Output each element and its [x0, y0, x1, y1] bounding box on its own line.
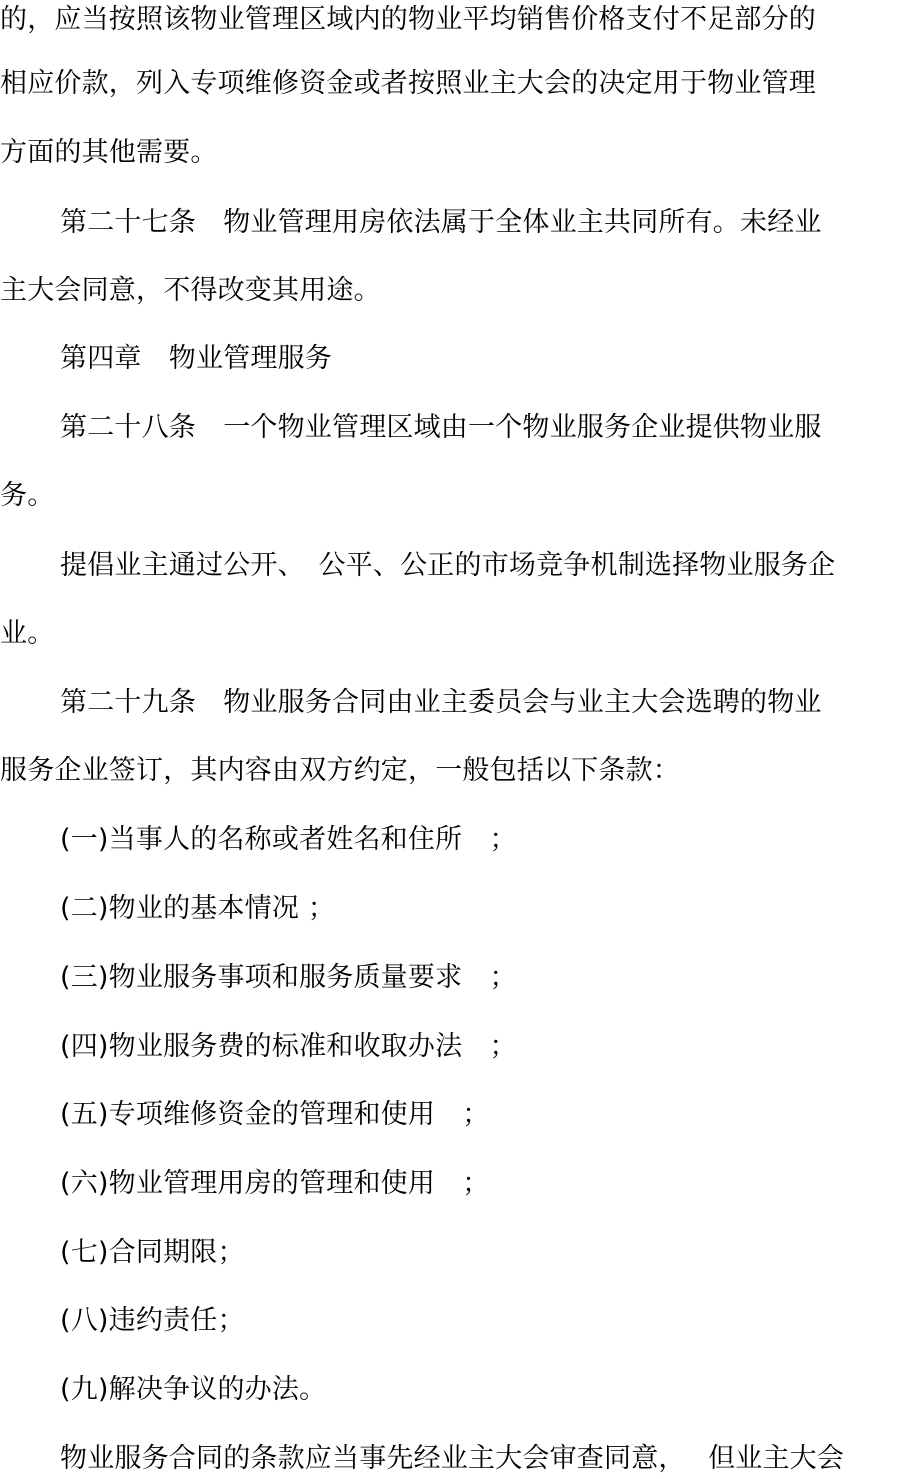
clause-item: (二)物业的基本情况 ；: [60, 893, 336, 924]
text-line: 物业服务合同的条款应当事先经业主大会审查同意， 但业主大会: [60, 1443, 845, 1474]
chapter-heading: 第四章 物业管理服务: [60, 343, 332, 374]
text-line: 主大会同意，不得改变其用途。: [0, 275, 381, 306]
text-line: 服务企业签订，其内容由双方约定，一般包括以下条款：: [0, 755, 680, 786]
article-28-line: 第二十八条 一个物业管理区域由一个物业服务企业提供物业服: [60, 412, 822, 443]
text-line: 提倡业主通过公开、 公平、公正的市场竞争机制选择物业服务企: [60, 550, 836, 581]
clause-item: (三)物业服务事项和服务质量要求 ；: [60, 962, 517, 993]
clause-item: (八)违约责任；: [60, 1305, 245, 1336]
text-line: 业。: [0, 618, 55, 649]
clause-item: (五)专项维修资金的管理和使用 ；: [60, 1099, 490, 1130]
article-27-line: 第二十七条 物业管理用房依法属于全体业主共同所有。未经业: [60, 207, 822, 238]
clause-item: (九)解决争议的办法。: [60, 1374, 327, 1405]
text-line: 务。: [0, 480, 55, 511]
clause-item: (一)当事人的名称或者姓名和住所 ；: [60, 824, 517, 855]
clause-item: (六)物业管理用房的管理和使用 ；: [60, 1168, 490, 1199]
article-29-line: 第二十九条 物业服务合同由业主委员会与业主大会选聘的物业: [60, 687, 822, 718]
clause-item: (七)合同期限；: [60, 1237, 245, 1268]
text-line: 相应价款，列入专项维修资金或者按照业主大会的决定用于物业管理: [0, 68, 816, 99]
text-line: 的，应当按照该物业管理区域内的物业平均销售价格支付不足部分的: [0, 4, 816, 35]
text-line: 方面的其他需要。: [0, 137, 218, 168]
clause-item: (四)物业服务费的标准和收取办法 ；: [60, 1031, 517, 1062]
